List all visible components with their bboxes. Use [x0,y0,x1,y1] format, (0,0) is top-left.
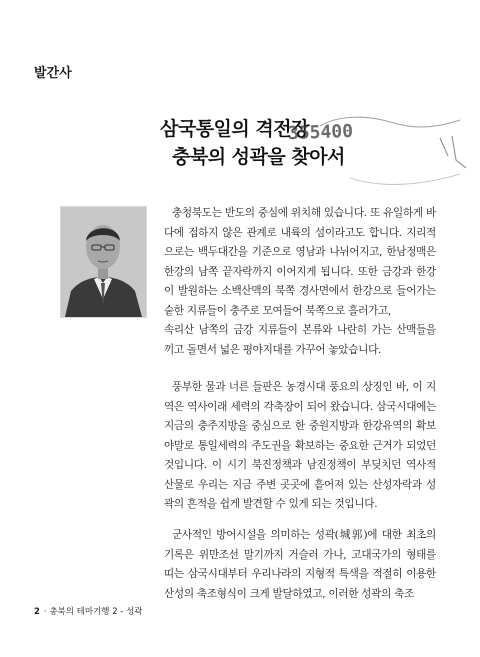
author-photo [60,206,147,318]
title-stamp: 355400 [287,120,354,145]
paragraph-1-continued: 속리산 남쪽의 금강 지류들이 본류와 나란히 가는 산맥들을 끼고 돌면서 넓은 평야지대를 가꾸어 놓았습니다. [164,324,436,356]
section-label: 발간사 [34,66,72,81]
paragraph-2: 풍부한 물과 너른 들판은 농경시대 풍요의 상징인 바, 이 지역은 역사이래 세력의 각축장이 되어 왔습니다. 삼국시대에는 지금의 충주지방을 중심으로 한 중원지방과 한강유역의 확보야말로 통일세력의 주도권을 확보하는 중요한 근거가 되었던 것입니다. 이 시기 북진정책과 남진정책이 부딪치던 역사적 산물로 우리는 지금 주변 곳곳에 흩어져 있는 산성자락과 성곽의 흔적을 쉽게 발견할 수 있게 되는 것입니다. [164,381,436,510]
paragraph-3: 군사적인 방어시설을 의미하는 성곽(城郭)에 대한 최초의 기록은 위만조선 말기까지 거슬러 가나, 고대국가의 형태를 띠는 삼국시대부터 우리나라의 지형적 특색을 적절히 이용한 산성의 축조형식이 크게 발달하였고, 이러한 성곽의 축조 [164,529,436,600]
page-number: 2 [34,607,40,617]
title-line-1: 삼국통일의 격전장 [160,118,309,140]
page-footer [34,605,143,617]
title-block [160,108,460,198]
book-title: · 충북의 테마기행 2 - 성곽 [43,607,143,617]
title-line-2: 충북의 성곽을 찾아서 [172,146,345,168]
paragraph-1: 충청북도는 반도의 중심에 위치해 있습니다. 또 유일하게 바다에 접하지 않은 관계로 내륙의 섬이라고도 합니다. 지리적으로는 백두대간을 기준으로 영남과 나뉘어지고, 한남정맥은 한강의 남쪽 끝자락까지 이어지게 됩니다. 또한 금강과 한강이 발원하는 소백산맥의 북쪽 경사면에서 한강으로 들어가는 숱한 지류들이 충주로 모여들어 북쪽으로 흘러가고, [164,207,436,317]
